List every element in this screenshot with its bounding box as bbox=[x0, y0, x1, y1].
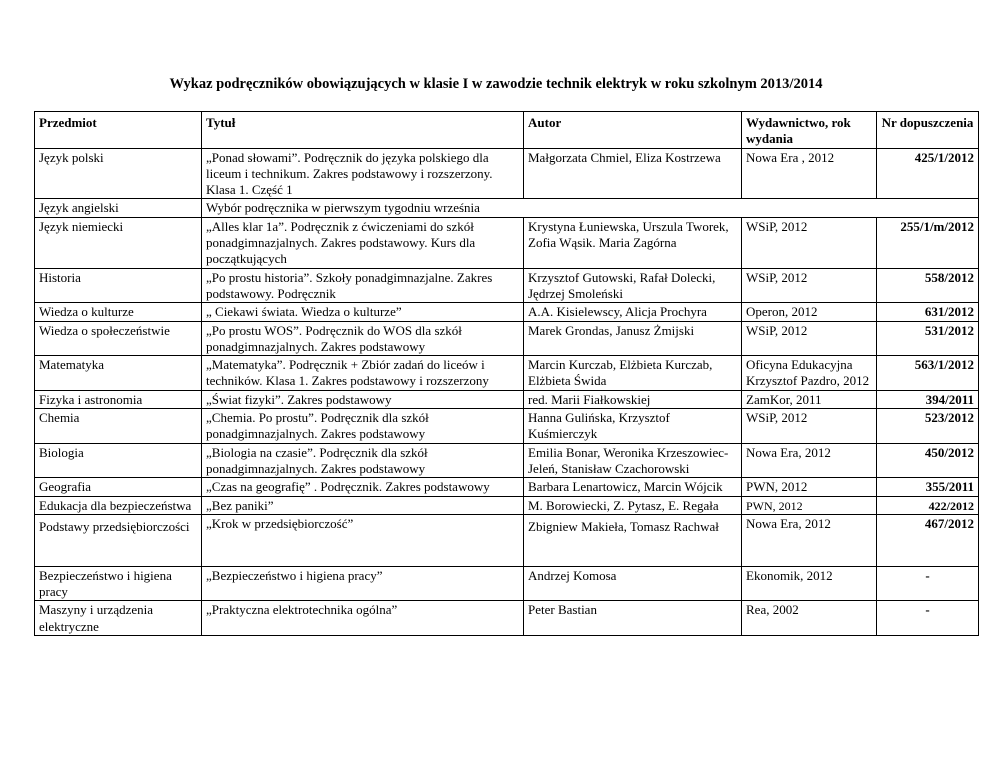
cell-nr: 394/2011 bbox=[877, 390, 979, 408]
cell-title: „Matematyka”. Podręcznik + Zbiór zadań do liceów i techników. Klasa 1. Zakres podstawowy i rozszerzony bbox=[202, 356, 524, 391]
table-row bbox=[35, 148, 979, 199]
table-header-row bbox=[35, 112, 979, 149]
cell-author: A.A. Kisielewscy, Alicja Prochyra bbox=[524, 303, 742, 321]
cell-nr: - bbox=[877, 601, 979, 636]
cell-publisher: PWN, 2012 bbox=[742, 496, 877, 514]
cell-title: „Biologia na czasie”. Podręcznik dla szkół ponadgimnazjalnych. Zakres podstawowy bbox=[202, 443, 524, 478]
cell-nr: 523/2012 bbox=[877, 409, 979, 444]
cell-subject: Edukacja dla bezpieczeństwa bbox=[35, 496, 202, 514]
cell-subject: Maszyny i urządzenia elektryczne bbox=[35, 601, 202, 636]
cell-subject: Chemia bbox=[35, 409, 202, 444]
cell-subject: Historia bbox=[35, 268, 202, 303]
table-row bbox=[35, 601, 979, 636]
cell-author: Barbara Lenartowicz, Marcin Wójcik bbox=[524, 478, 742, 496]
cell-nr: 255/1/m/2012 bbox=[877, 217, 979, 268]
cell-author: Peter Bastian bbox=[524, 601, 742, 636]
cell-title: „Praktyczna elektrotechnika ogólna” bbox=[202, 601, 524, 636]
cell-publisher: Rea, 2002 bbox=[742, 601, 877, 636]
header-publisher: Wydawnictwo, rok wydania bbox=[742, 112, 877, 149]
cell-publisher: WSiP, 2012 bbox=[742, 217, 877, 268]
cell-publisher: Nowa Era, 2012 bbox=[742, 443, 877, 478]
cell-nr: 563/1/2012 bbox=[877, 356, 979, 391]
cell-author: Małgorzata Chmiel, Eliza Kostrzewa bbox=[524, 148, 742, 199]
cell-subject: Język angielski bbox=[35, 199, 202, 217]
cell-subject: Fizyka i astronomia bbox=[35, 390, 202, 408]
cell-title: „ Ciekawi świata. Wiedza o kulturze” bbox=[202, 303, 524, 321]
cell-title: „Czas na geografię” . Podręcznik. Zakres podstawowy bbox=[202, 478, 524, 496]
cell-author: Krzysztof Gutowski, Rafał Dolecki, Jędrzej Smoleński bbox=[524, 268, 742, 303]
header-nr: Nr dopuszczenia bbox=[877, 112, 979, 149]
header-author: Autor bbox=[524, 112, 742, 149]
cell-title: „Krok w przedsiębiorczość” bbox=[202, 514, 524, 566]
table-row bbox=[35, 566, 979, 601]
cell-author: Emilia Bonar, Weronika Krzeszowiec- Jeleń, Stanisław Czachorowski bbox=[524, 443, 742, 478]
cell-nr: 450/2012 bbox=[877, 443, 979, 478]
cell-publisher: WSiP, 2012 bbox=[742, 268, 877, 303]
cell-nr: 422/2012 bbox=[877, 496, 979, 514]
cell-author: Hanna Gulińska, Krzysztof Kuśmierczyk bbox=[524, 409, 742, 444]
table-row bbox=[35, 390, 979, 408]
cell-author: red. Marii Fiałkowskiej bbox=[524, 390, 742, 408]
table-row bbox=[35, 217, 979, 268]
cell-title: „Ponad słowami”. Podręcznik do języka polskiego dla liceum i technikum. Zakres podstawowy i rozszerzony. Klasa 1. Część 1 bbox=[202, 148, 524, 199]
cell-subject: Język polski bbox=[35, 148, 202, 199]
cell-nr: 425/1/2012 bbox=[877, 148, 979, 199]
cell-subject: Bezpieczeństwo i higiena pracy bbox=[35, 566, 202, 601]
cell-title: „Alles klar 1a”. Podręcznik z ćwiczeniami do szkół ponadgimnazjalnych. Zakres podstawowy. Kurs dla początkujących bbox=[202, 217, 524, 268]
table-row bbox=[35, 496, 979, 514]
cell-nr: - bbox=[877, 566, 979, 601]
textbook-table bbox=[34, 111, 979, 636]
cell-nr: 467/2012 bbox=[877, 514, 979, 566]
cell-subject: Język niemiecki bbox=[35, 217, 202, 268]
cell-author: M. Borowiecki, Z. Pytasz, E. Regała bbox=[524, 496, 742, 514]
cell-nr: 531/2012 bbox=[877, 321, 979, 356]
cell-nr: 355/2011 bbox=[877, 478, 979, 496]
table-row bbox=[35, 478, 979, 496]
cell-author: Zbigniew Makieła, Tomasz Rachwał bbox=[524, 514, 742, 566]
cell-publisher: Oficyna Edukacyjna Krzysztof Pazdro, 2012 bbox=[742, 356, 877, 391]
cell-subject: Wiedza o społeczeństwie bbox=[35, 321, 202, 356]
cell-subject: Biologia bbox=[35, 443, 202, 478]
header-title: Tytuł bbox=[202, 112, 524, 149]
table-row bbox=[35, 443, 979, 478]
cell-publisher: ZamKor, 2011 bbox=[742, 390, 877, 408]
cell-title: Wybór podręcznika w pierwszym tygodniu września bbox=[202, 199, 979, 217]
cell-publisher: WSiP, 2012 bbox=[742, 409, 877, 444]
cell-subject: Geografia bbox=[35, 478, 202, 496]
table-row bbox=[35, 303, 979, 321]
table-row bbox=[35, 514, 979, 566]
cell-publisher: PWN, 2012 bbox=[742, 478, 877, 496]
cell-nr: 558/2012 bbox=[877, 268, 979, 303]
cell-publisher: Operon, 2012 bbox=[742, 303, 877, 321]
table-row bbox=[35, 356, 979, 391]
cell-author: Marek Grondas, Janusz Żmijski bbox=[524, 321, 742, 356]
cell-subject: Wiedza o kulturze bbox=[35, 303, 202, 321]
header-subject: Przedmiot bbox=[35, 112, 202, 149]
cell-title: „Bezpieczeństwo i higiena pracy” bbox=[202, 566, 524, 601]
cell-publisher: WSiP, 2012 bbox=[742, 321, 877, 356]
cell-publisher: Ekonomik, 2012 bbox=[742, 566, 877, 601]
cell-author: Krystyna Łuniewska, Urszula Tworek, Zofia Wąsik. Maria Zagórna bbox=[524, 217, 742, 268]
cell-title: „Po prostu historia”. Szkoły ponadgimnazjalne. Zakres podstawowy. Podręcznik bbox=[202, 268, 524, 303]
cell-author: Andrzej Komosa bbox=[524, 566, 742, 601]
table-row bbox=[35, 409, 979, 444]
table-row bbox=[35, 199, 979, 217]
cell-title: „Bez paniki” bbox=[202, 496, 524, 514]
cell-publisher: Nowa Era, 2012 bbox=[742, 514, 877, 566]
cell-title: „Świat fizyki”. Zakres podstawowy bbox=[202, 390, 524, 408]
cell-title: „Chemia. Po prostu”. Podręcznik dla szkół ponadgimnazjalnych. Zakres podstawowy bbox=[202, 409, 524, 444]
cell-subject: Podstawy przedsiębiorczości bbox=[35, 514, 202, 566]
cell-author: Marcin Kurczab, Elżbieta Kurczab, Elżbieta Świda bbox=[524, 356, 742, 391]
cell-subject: Matematyka bbox=[35, 356, 202, 391]
cell-nr: 631/2012 bbox=[877, 303, 979, 321]
table-row bbox=[35, 268, 979, 303]
cell-publisher: Nowa Era , 2012 bbox=[742, 148, 877, 199]
table-row bbox=[35, 321, 979, 356]
cell-title: „Po prostu WOS”. Podręcznik do WOS dla szkół ponadgimnazjalnych. Zakres podstawowy bbox=[202, 321, 524, 356]
document-title: Wykaz podręczników obowiązujących w klasie I w zawodzie technik elektryk w roku szkolnym 2013/2014 bbox=[169, 76, 823, 92]
